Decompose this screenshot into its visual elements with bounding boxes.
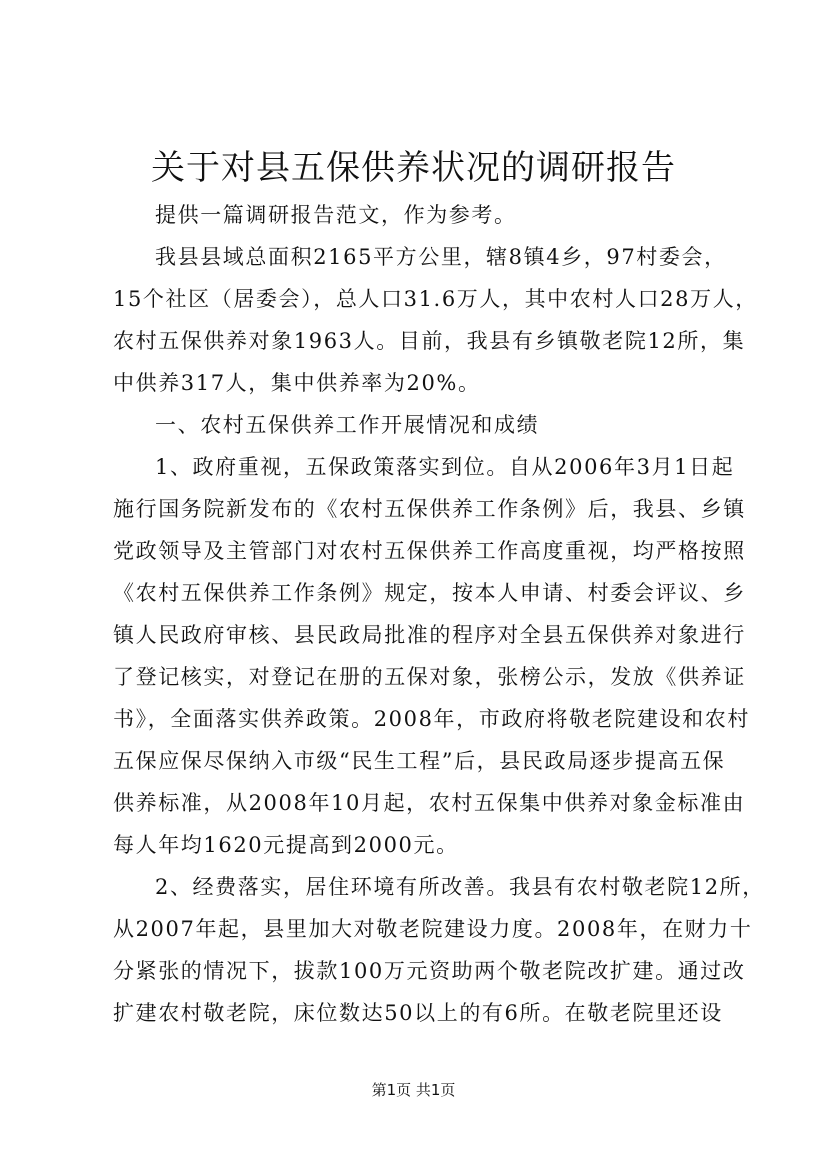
body-line: 15个社区（居委会），总人口31.6万人，其中农村人口28万人， bbox=[113, 287, 758, 311]
body-line: 我县县域总面积2165平方公里，辖8镇4乡，97村委会， bbox=[155, 245, 727, 269]
page-footer: 第1页 共1页 bbox=[371, 1081, 456, 1099]
body-line: 每人年均1620元提高到2000元。 bbox=[113, 833, 459, 857]
body-line: 扩建农村敬老院，床位数达50以上的有6所。在敬老院里还设 bbox=[113, 1001, 723, 1025]
body-line: 党政领导及主管部门对农村五保供养工作高度重视，均严格按照 bbox=[113, 539, 746, 563]
document-title: 关于对县五保供养状况的调研报告 bbox=[151, 148, 676, 188]
body-line: 提供一篇调研报告范文，作为参考。 bbox=[155, 203, 517, 227]
body-line: 分紧张的情况下，拔款100万元资助两个敬老院改扩建。通过改 bbox=[113, 959, 746, 983]
body-line: 从2007年起，县里加大对敬老院建设力度。2008年，在财力十 bbox=[113, 917, 753, 941]
body-line: 中供养317人，集中供养率为20%。 bbox=[113, 371, 481, 395]
body-line: 农村五保供养对象1963人。目前，我县有乡镇敬老院12所，集 bbox=[113, 329, 746, 353]
section-heading: 一、农村五保供养工作开展情况和成绩 bbox=[155, 413, 540, 437]
body-line: 镇人民政府审核、县民政局批准的程序对全县五保供养对象进行 bbox=[113, 623, 746, 647]
body-line: 施行国务院新发布的《农村五保供养工作条例》后，我县、乡镇 bbox=[113, 497, 746, 521]
body-line: 2、经费落实，居住环境有所改善。我县有农村敬老院12所， bbox=[155, 875, 765, 899]
body-line: 供养标准，从2008年10月起，农村五保集中供养对象金标准由 bbox=[113, 791, 746, 815]
body-line: 五保应保尽保纳入市级“民生工程”后，县民政局逐步提高五保 bbox=[113, 749, 726, 773]
body-line: 1、政府重视，五保政策落实到位。自从2006年3月1日起 bbox=[155, 455, 735, 479]
body-line: 了登记核实，对登记在册的五保对象，张榜公示，发放《供养证 bbox=[113, 665, 746, 689]
body-line: 书》，全面落实供养政策。2008年，市政府将敬老院建设和农村 bbox=[113, 707, 750, 731]
body-line: 《农村五保供养工作条例》规定，按本人申请、村委会评议、乡 bbox=[113, 581, 746, 605]
